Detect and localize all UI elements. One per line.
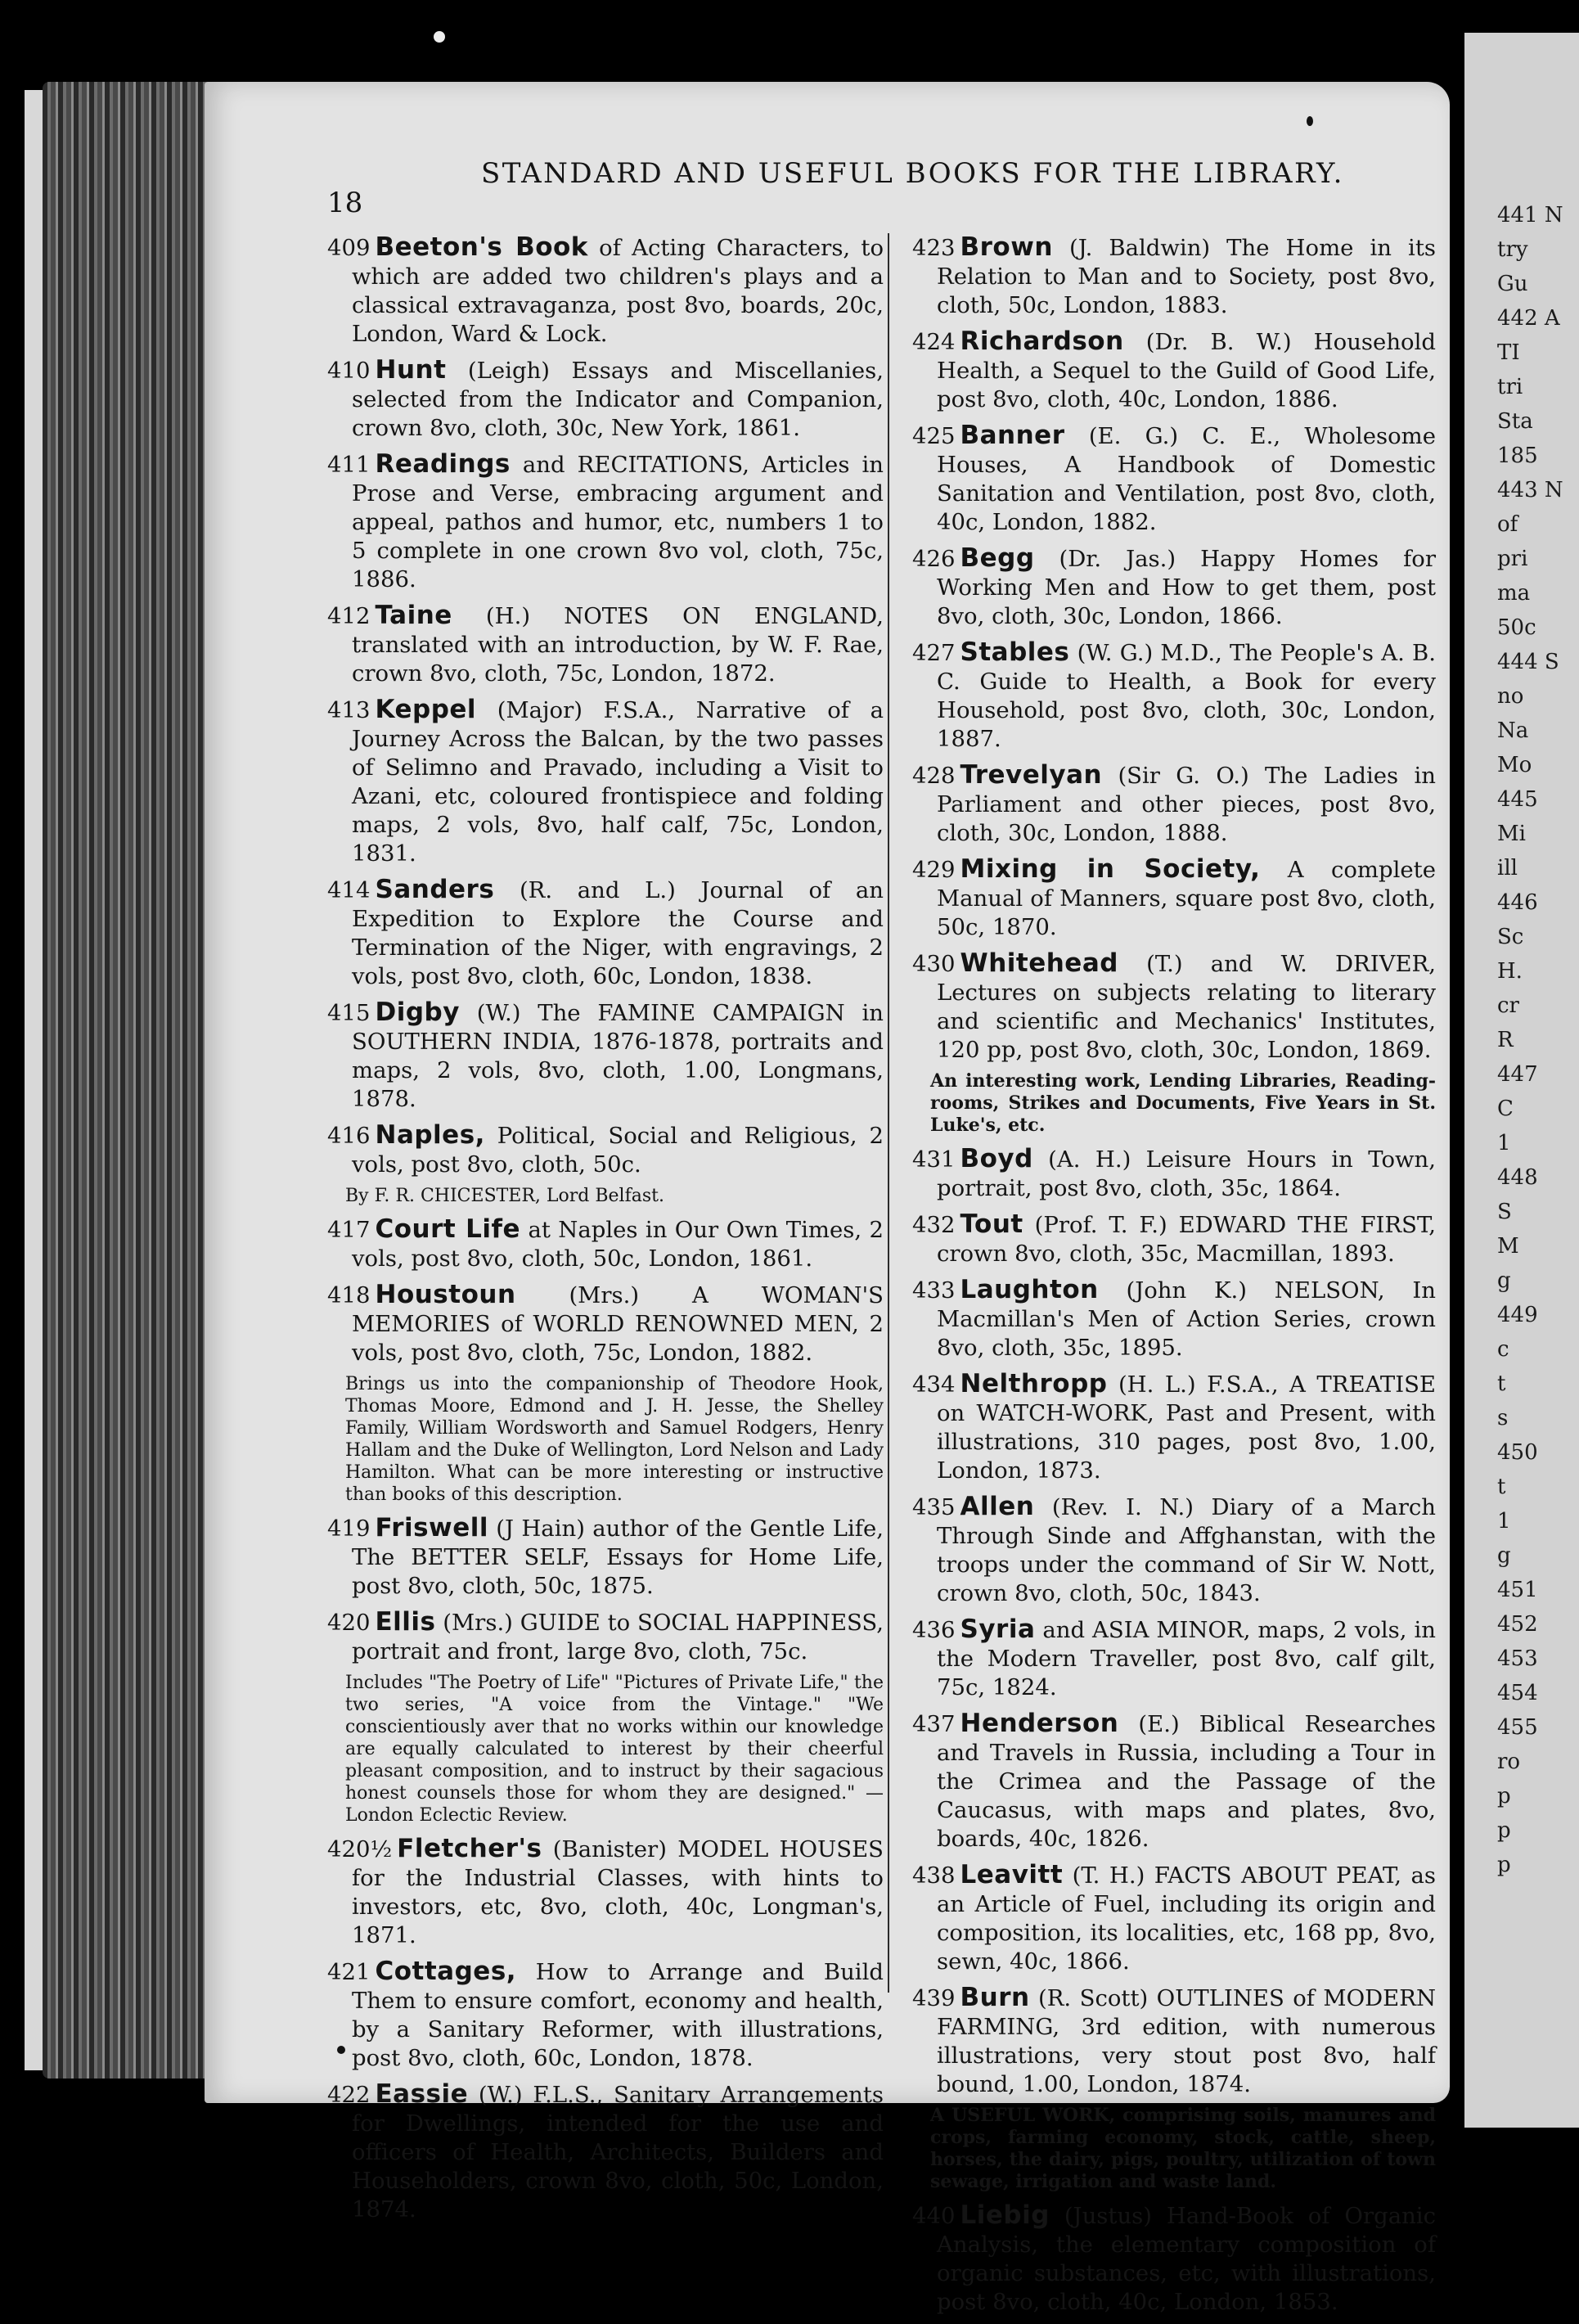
entry-number: 435	[912, 1494, 956, 1520]
entry-author: Tout	[960, 1209, 1023, 1239]
entry-description: of Acting Characters, to which are added two children's plays and a classical extravaganza, post 8vo, boards, 20c, London, Ward & Lock.	[352, 235, 884, 347]
entry-description: at Naples in Our Own Times, 2 vols, post 8vo, cloth, 50c, London, 1861.	[352, 1217, 884, 1272]
catalog-entry	[912, 1145, 1436, 1203]
catalog-entry	[327, 2080, 884, 2224]
entry-number: 429	[912, 857, 956, 883]
entry-author: Begg	[960, 543, 1035, 573]
next-page-fragment: Sc	[1497, 925, 1524, 949]
entry-number: 418	[327, 1282, 371, 1308]
next-page-edge	[1464, 33, 1579, 2128]
catalog-entry	[912, 761, 1436, 848]
catalog-entry	[327, 1121, 884, 1179]
entry-author: Trevelyan	[960, 760, 1103, 790]
entry-description: (J. Baldwin) The Home in its Relation to Man and to Society, post 8vo, cloth, 50c, London, 1883.	[937, 235, 1436, 318]
catalog-entry	[327, 1835, 884, 1950]
entry-number: 410	[327, 358, 371, 384]
entry-description: and RECITATIONS, Articles in Prose and Verse, embracing argument and appeal, pathos and humor, etc, numbers 1 to 5 complete in one crown 8vo vol, cloth, 75c, 1886.	[352, 452, 884, 592]
entry-author: Whitehead	[960, 948, 1118, 978]
entry-number: 428	[912, 763, 956, 789]
left-column	[327, 233, 884, 2232]
entry-author: Court Life	[375, 1214, 521, 1244]
right-column	[912, 233, 1436, 2324]
next-page-fragment: Gu	[1497, 272, 1528, 296]
next-page-fragment: g	[1497, 1543, 1511, 1568]
next-page-fragment: Sta	[1497, 409, 1533, 434]
entry-author: Eassie	[375, 2079, 469, 2109]
entry-number: 417	[327, 1217, 371, 1243]
entry-author: Burn	[960, 1983, 1030, 2012]
next-page-fragment: 455	[1497, 1715, 1538, 1740]
entry-author: Banner	[960, 421, 1065, 450]
entry-number: 422	[327, 2082, 371, 2108]
entry-description: (W.) F.L.S., Sanitary Arrangements for Dwellings, intended for the use and officers of Health, Architects, Builders and Householders, crown 8vo, cloth, 50c, London, 1874.	[352, 2082, 884, 2223]
entry-number: 415	[327, 1000, 371, 1026]
next-page-fragment: 447	[1497, 1062, 1538, 1087]
entry-number: 409	[327, 235, 371, 261]
catalog-entry	[912, 1615, 1436, 1702]
entry-description: (W.) The FAMINE CAMPAIGN in SOUTHERN INDIA, 1876-1878, portraits and maps, 2 vols, 8vo, cloth, 1.00, Longmans, 1878.	[352, 1000, 884, 1112]
entry-description: (Banister) MODEL HOUSES for the Industrial Classes, with hints to investors, etc, 8vo, cloth, 40c, Longman's, 1871.	[352, 1836, 884, 1948]
running-head: STANDARD AND USEFUL BOOKS FOR THE LIBRARY.	[481, 157, 1344, 190]
entry-author: Hunt	[375, 355, 447, 385]
next-page-fragment: H.	[1497, 959, 1523, 984]
entry-author: Mixing in Society,	[960, 854, 1261, 884]
next-page-fragment: M	[1497, 1234, 1519, 1259]
entry-number: 421	[327, 1959, 371, 1985]
next-page-fragment: 185	[1497, 444, 1538, 468]
entry-author: Houstoun	[375, 1280, 516, 1309]
entry-description: (Mrs.) A WOMAN'S MEMORIES of WORLD RENOWNED MEN, 2 vols, post 8vo, cloth, 75c, London, 1882.	[352, 1282, 884, 1366]
entry-author: Cottages,	[375, 1957, 517, 1986]
entry-description: (J Hain) author of the Gentle Life, The BETTER SELF, Essays for Home Life, post 8vo, cloth, 50c, 1875.	[352, 1516, 884, 1599]
next-page-fragment: ro	[1497, 1750, 1521, 1774]
entry-description: (E. G.) C. E., Wholesome Houses, A Handbook of Domestic Sanitation and Ventilation, post 8vo, cloth, 40c, London, 1882.	[937, 423, 1437, 535]
catalog-entry	[912, 1709, 1436, 1853]
entry-number: 431	[912, 1146, 956, 1173]
entry-author: Friswell	[375, 1513, 488, 1543]
entry-author: Readings	[375, 449, 511, 479]
next-page-fragment: no	[1497, 684, 1524, 709]
entry-number: 419	[327, 1516, 371, 1542]
entry-author: Fletcher's	[397, 1834, 542, 1863]
entry-description: (H. L.) F.S.A., A TREATISE on WATCH-WORK, Past and Present, with illustrations, 310 pages, post 8vo, 1.00, London, 1873.	[937, 1371, 1436, 1484]
entry-description: (Dr. B. W.) Household Health, a Sequel to the Guild of Good Life, post 8vo, cloth, 40c, London, 1886.	[937, 329, 1436, 412]
next-page-fragment: C	[1497, 1097, 1514, 1121]
entry-description: (A. H.) Leisure Hours in Town, portrait, post 8vo, cloth, 35c, 1864.	[937, 1146, 1436, 1201]
entry-description: How to Arrange and Build Them to ensure comfort, economy and health, by a Sanitary Reformer, with illustrations, post 8vo, cloth, 60c, London, 1878.	[352, 1959, 884, 2071]
entry-description: A complete Manual of Manners, square post 8vo, cloth, 50c, 1870.	[937, 857, 1437, 940]
column-rule	[888, 233, 889, 1993]
entry-author: Leavitt	[960, 1860, 1064, 1889]
entry-number: 437	[912, 1711, 956, 1737]
next-page-fragment: p	[1497, 1784, 1511, 1808]
entry-description: Political, Social and Religious, 2 vols, post 8vo, cloth, 50c.	[352, 1123, 884, 1178]
next-page-fragment: 444 S	[1497, 650, 1559, 674]
entry-number: 427	[912, 640, 956, 666]
next-page-fragment: 448	[1497, 1165, 1538, 1190]
entry-note: Includes "The Poetry of Life" "Pictures of Private Life," the two series, "A voice from the Vintage." "We conscientiously aver that no works within our knowledge are equally calculated to interest by their cheerful pleasant composition, and to instruct by their sagacious honest counsels those for whom they are designed." —London Eclectic Review.	[345, 1673, 884, 1826]
next-page-fragment: ma	[1497, 581, 1531, 606]
catalog-entry	[327, 1281, 884, 1367]
next-page-fragment: c	[1497, 1337, 1509, 1362]
catalog-entry	[327, 998, 884, 1114]
entry-note: By F. R. CHICESTER, Lord Belfast.	[345, 1186, 664, 1206]
entry-number: 440	[912, 2203, 956, 2229]
entry-description: (John K.) NELSON, In Macmillan's Men of Action Series, crown 8vo, cloth, 35c, 1895.	[937, 1277, 1436, 1361]
entry-author: Taine	[375, 601, 452, 630]
entry-author: Henderson	[960, 1709, 1119, 1738]
next-page-fragment: pri	[1497, 547, 1528, 571]
entry-author: Laughton	[960, 1275, 1099, 1304]
next-page-fragment: p	[1497, 1818, 1511, 1843]
catalog-entry	[912, 1861, 1436, 1976]
entry-note: Brings us into the companionship of Theodore Hook, Thomas Moore, Edmond and J. H. Jesse, the Shelley Family, William Wordsworth and Samuel Rodgers, Henry Hallam and the Duke of Wellington, Lord Nelson and Lady Hamilton. What can be more interesting or instructive than books of this description.	[345, 1374, 884, 1505]
next-page-fragment: 451	[1497, 1578, 1538, 1602]
entry-description: (R. and L.) Journal of an Expedition to Explore the Course and Termination of the Niger, with engravings, 2 vols, post 8vo, cloth, 60c, London, 1838.	[352, 877, 884, 989]
entry-description: (Rev. I. N.) Diary of a March Through Sinde and Affghanstan, with the troops under the command of Sir W. Nott, crown 8vo, cloth, 50c, 1843.	[937, 1494, 1436, 1606]
next-page-fragment: 446	[1497, 890, 1538, 915]
catalog-entry	[327, 1514, 884, 1601]
next-page-fragment: Mo	[1497, 753, 1532, 777]
catalog-entry	[327, 450, 884, 594]
catalog-entry	[912, 1984, 1436, 2099]
entry-description: (T.) and W. DRIVER, Lectures on subjects relating to literary and scientific and Mechanics' Institutes, 120 pp, post 8vo, cloth, 30c, London, 1869.	[937, 951, 1436, 1063]
catalog-entry	[912, 949, 1436, 1065]
entry-number: 438	[912, 1862, 956, 1889]
entry-description: (H.) NOTES ON ENGLAND, translated with an introduction, by W. F. Rae, crown 8vo, cloth, 75c, London, 1872.	[352, 603, 884, 687]
entry-number: 433	[912, 1277, 956, 1304]
entry-number: 425	[912, 423, 956, 449]
catalog-entry	[327, 356, 884, 443]
next-page-fragment: 445	[1497, 787, 1538, 812]
entry-author: Richardson	[960, 327, 1124, 356]
entry-description: (E.) Biblical Researches and Travels in Russia, including a Tour in the Crimea and the Passage of the Caucasus, with maps and plates, 8vo, boards, 40c, 1826.	[937, 1711, 1436, 1852]
next-page-fragment: 453	[1497, 1646, 1538, 1671]
page-number: 18	[327, 187, 363, 219]
next-page-fragment: S	[1497, 1200, 1512, 1224]
dust-speck	[434, 31, 445, 43]
next-page-fragment: ill	[1497, 856, 1518, 881]
entry-number: 432	[912, 1212, 956, 1238]
entry-note: A USEFUL WORK, comprising soils, manures and crops, farming economy, stock, cattle, sheep, horses, the dairy, pigs, poultry, utilization of town sewage, irrigation and waste land.	[930, 2105, 1436, 2192]
ink-spot	[1307, 116, 1313, 126]
next-page-fragment: 452	[1497, 1612, 1538, 1637]
catalog-entry	[327, 876, 884, 991]
next-page-fragment: 1	[1497, 1509, 1511, 1534]
next-page-fragment: cr	[1497, 993, 1519, 1018]
entry-author: Nelthropp	[960, 1369, 1108, 1398]
entry-description: (Sir G. O.) The Ladies in Parliament and other pieces, post 8vo, cloth, 30c, London, 1888.	[937, 763, 1436, 846]
entry-description: (W. G.) M.D., The People's A. B. C. Guide to Health, a Book for every Household, post 8vo, cloth, 30c, London, 1887.	[937, 640, 1436, 752]
entry-number: 412	[327, 603, 371, 629]
catalog-entry	[912, 421, 1436, 537]
next-page-fragment: Na	[1497, 718, 1529, 743]
entry-description: (Prof. T. F.) EDWARD THE FIRST, crown 8vo, cloth, 35c, Macmillan, 1893.	[937, 1212, 1436, 1267]
entry-author: Liebig	[960, 2200, 1050, 2230]
entry-number: 420½	[327, 1836, 393, 1862]
entry-number: 424	[912, 329, 956, 355]
next-page-fragment: of	[1497, 512, 1518, 537]
entry-description: (Dr. Jas.) Happy Homes for Working Men and How to get them, post 8vo, cloth, 30c, London, 1866.	[937, 546, 1436, 629]
next-page-fragment: 1	[1497, 1131, 1511, 1155]
entry-author: Digby	[375, 998, 460, 1027]
next-page-fragment: s	[1497, 1406, 1509, 1430]
entry-number: 416	[327, 1123, 371, 1149]
catalog-entry	[912, 544, 1436, 631]
next-page-fragment: 454	[1497, 1681, 1538, 1705]
entry-description: (Major) F.S.A., Narrative of a Journey Across the Balcan, by the two passes of Selimno and Pravado, including a Visit to Azani, etc, coloured frontispiece and folding maps, 2 vols, 8vo, half calf, 75c, London, 1831.	[352, 697, 884, 867]
entry-author: Boyd	[960, 1144, 1033, 1173]
entry-description: and ASIA MINOR, maps, 2 vols, in the Modern Traveller, post 8vo, calf gilt, 75c, 1824.	[937, 1617, 1436, 1700]
catalog-entry	[327, 1215, 884, 1273]
entry-author: Beeton's Book	[375, 232, 588, 262]
catalog-entry	[912, 233, 1436, 320]
next-page-fragment: t	[1497, 1371, 1506, 1396]
next-page-fragment: tri	[1497, 375, 1523, 399]
next-page-fragment: 449	[1497, 1303, 1538, 1327]
catalog-entry	[912, 1493, 1436, 1608]
next-page-fragment: Mi	[1497, 822, 1526, 846]
catalog-entry	[912, 1370, 1436, 1485]
entry-number: 423	[912, 235, 956, 261]
book-page-edges	[43, 82, 214, 2079]
entry-number: 420	[327, 1610, 371, 1636]
entry-description: (Justus) Hand-Book of Organic Analysis, the elementary composition of organic substances, etc, with illustrations, post 8vo, cloth, 40c, London, 1853.	[937, 2203, 1436, 2315]
entry-author: Ellis	[375, 1607, 436, 1637]
catalog-entry	[912, 327, 1436, 414]
entry-note: An interesting work, Lending Libraries, Reading-rooms, Strikes and Documents, Five Years in St. Luke's, etc.	[930, 1070, 1436, 1136]
entry-author: Keppel	[375, 695, 477, 724]
next-page-fragment: p	[1497, 1853, 1511, 1877]
entry-number: 411	[327, 452, 371, 478]
catalog-entry	[327, 696, 884, 868]
catalog-entry	[327, 1957, 884, 2073]
entry-description: (Mrs.) GUIDE to SOCIAL HAPPINESS, portrait and front, large 8vo, cloth, 75c.	[352, 1610, 884, 1664]
entry-number: 413	[327, 697, 371, 723]
entry-author: Naples,	[375, 1120, 485, 1150]
catalog-entry	[912, 2201, 1436, 2317]
catalog-entry	[912, 1276, 1436, 1362]
catalog-entry	[327, 1608, 884, 1666]
catalog-entry	[327, 601, 884, 688]
next-page-fragment: 50c	[1497, 615, 1536, 640]
entry-number: 426	[912, 546, 956, 572]
entry-description: (Leigh) Essays and Miscellanies, selected from the Indicator and Companion, crown 8vo, cloth, 30c, New York, 1861.	[352, 358, 884, 441]
next-page-fragment: t	[1497, 1475, 1506, 1499]
entry-author: Stables	[960, 637, 1070, 667]
entry-description: (T. H.) FACTS ABOUT PEAT, as an Article of Fuel, including its origin and composition, its localities, etc, 168 pp, 8vo, sewn, 40c, 1866.	[937, 1862, 1436, 1975]
entry-number: 430	[912, 951, 956, 977]
catalog-entry	[912, 855, 1436, 942]
catalog-entry	[912, 1210, 1436, 1268]
entry-number: 434	[912, 1371, 956, 1398]
entry-author: Sanders	[375, 875, 495, 904]
next-page-fragment: 442 A	[1497, 306, 1560, 331]
entry-author: Syria	[960, 1615, 1036, 1644]
entry-description: (R. Scott) OUTLINES of MODERN FARMING, 3rd edition, with numerous illustrations, very stout post 8vo, half bound, 1.00, London, 1874.	[937, 1985, 1437, 2097]
catalog-entry	[912, 638, 1436, 754]
entry-number: 414	[327, 877, 371, 903]
next-page-fragment: g	[1497, 1268, 1511, 1293]
next-page-fragment: 450	[1497, 1440, 1538, 1465]
entry-number: 439	[912, 1985, 956, 2011]
entry-number: 436	[912, 1617, 956, 1643]
next-page-fragment: 441 N	[1497, 203, 1563, 227]
entry-author: Brown	[960, 232, 1053, 262]
entry-author: Allen	[960, 1492, 1035, 1521]
next-page-fragment: 443 N	[1497, 478, 1563, 502]
next-page-fragment: R	[1497, 1028, 1514, 1052]
next-page-fragment: TI	[1497, 340, 1520, 365]
next-page-fragment: try	[1497, 237, 1528, 262]
catalog-entry	[327, 233, 884, 349]
